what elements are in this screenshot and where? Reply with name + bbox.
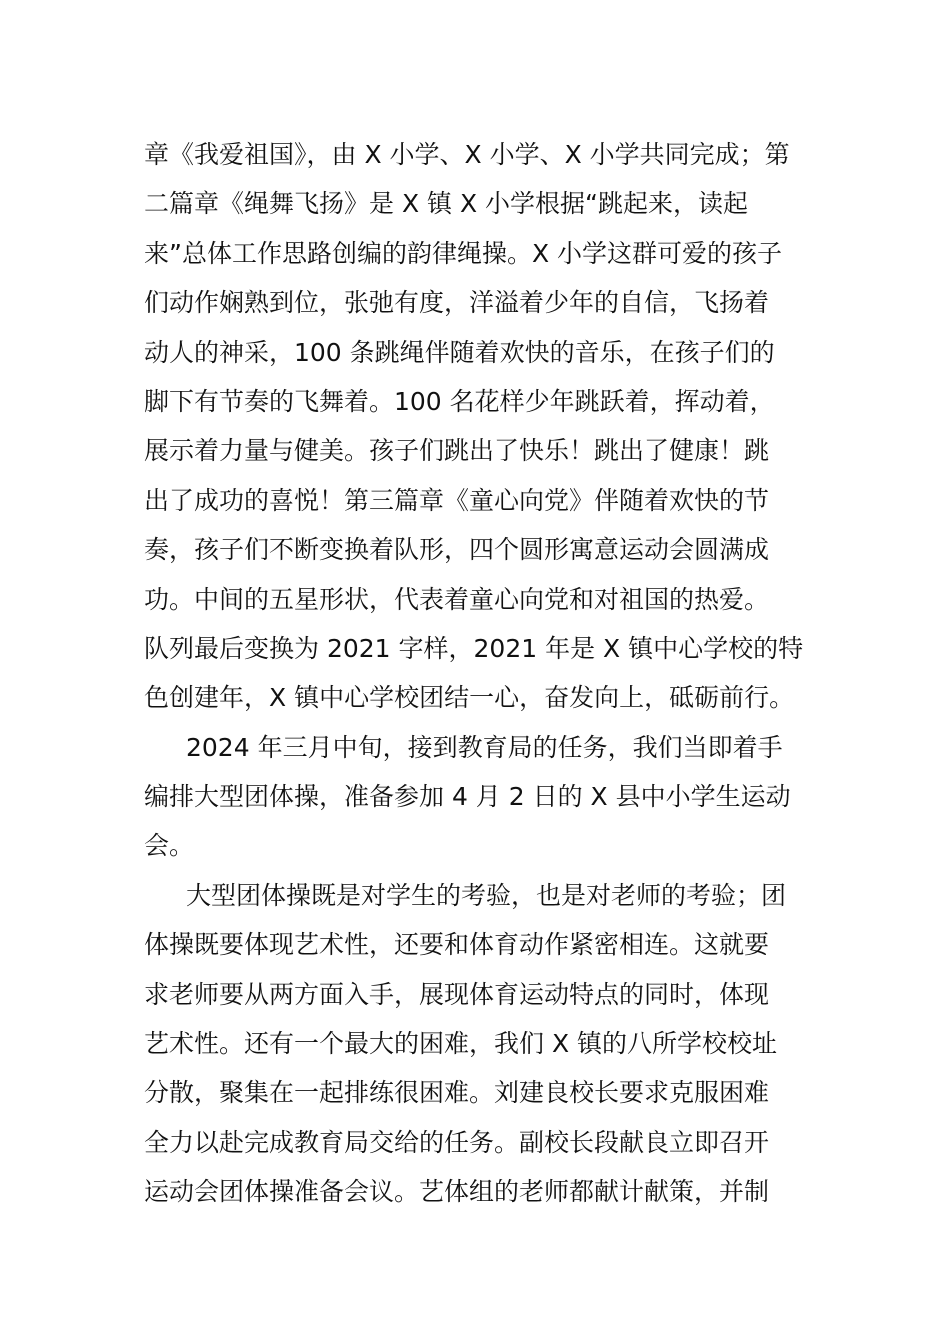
text-line: 编排大型团体操，准备参加 4 月 2 日的 X 县中小学生运动 <box>144 782 791 812</box>
text-line: 体操既要体现艺术性，还要和体育动作紧密相连。这就要 <box>144 930 770 960</box>
text-line: 脚下有节奏的飞舞着。100 名花样少年跳跃着，挥动着， <box>144 386 775 416</box>
text-line: 2024 年三月中旬，接到教育局的任务，我们当即着手 <box>186 732 783 762</box>
text-line: 功。中间的五星形状，代表着童心向党和对祖国的热爱。 <box>144 584 770 614</box>
text-line: 二篇章《绳舞飞扬》是 X 镇 X 小学根据“跳起来，读起 <box>144 189 748 219</box>
text-line: 展示着力量与健美。孩子们跳出了快乐！跳出了健康！跳 <box>144 436 770 466</box>
text-line: 运动会团体操准备会议。艺体组的老师都献计献策，并制 <box>144 1177 770 1207</box>
text-line: 章《我爱祖国》，由 X 小学、X 小学、X 小学共同完成；第 <box>144 140 790 169</box>
text-line: 大型团体操既是对学生的考验，也是对老师的考验；团 <box>186 880 787 910</box>
text-line: 出了成功的喜悦！第三篇章《童心向党》伴随着欢快的节 <box>144 485 770 515</box>
text-line: 艺术性。还有一个最大的困难，我们 X 镇的八所学校校址 <box>144 1029 778 1059</box>
body-text <box>144 130 824 1217</box>
text-line: 会。 <box>144 831 195 861</box>
text-line: 动人的神采，100 条跳绳伴随着欢快的音乐，在孩子们的 <box>144 337 775 367</box>
text-line: 分散，聚集在一起排练很困难。刘建良校长要求克服困难 <box>144 1078 770 1108</box>
text-line: 全力以赴完成教育局交给的任务。副校长段献良立即召开 <box>144 1127 770 1157</box>
text-line: 们动作娴熟到位，张弛有度，洋溢着少年的自信，飞扬着 <box>144 288 770 318</box>
text-line: 队列最后变换为 2021 字样，2021 年是 X 镇中心学校的特 <box>144 633 804 663</box>
text-line: 色创建年，X 镇中心学校团结一心，奋发向上，砥砺前行。 <box>144 683 795 713</box>
text-line: 来”总体工作思路创编的韵律绳操。X 小学这群可爱的孩子 <box>144 238 783 268</box>
text-line: 求老师要从两方面入手，展现体育运动特点的同时，体现 <box>144 979 770 1009</box>
text-line: 奏，孩子们不断变换着队形，四个圆形寓意运动会圆满成 <box>144 535 770 565</box>
